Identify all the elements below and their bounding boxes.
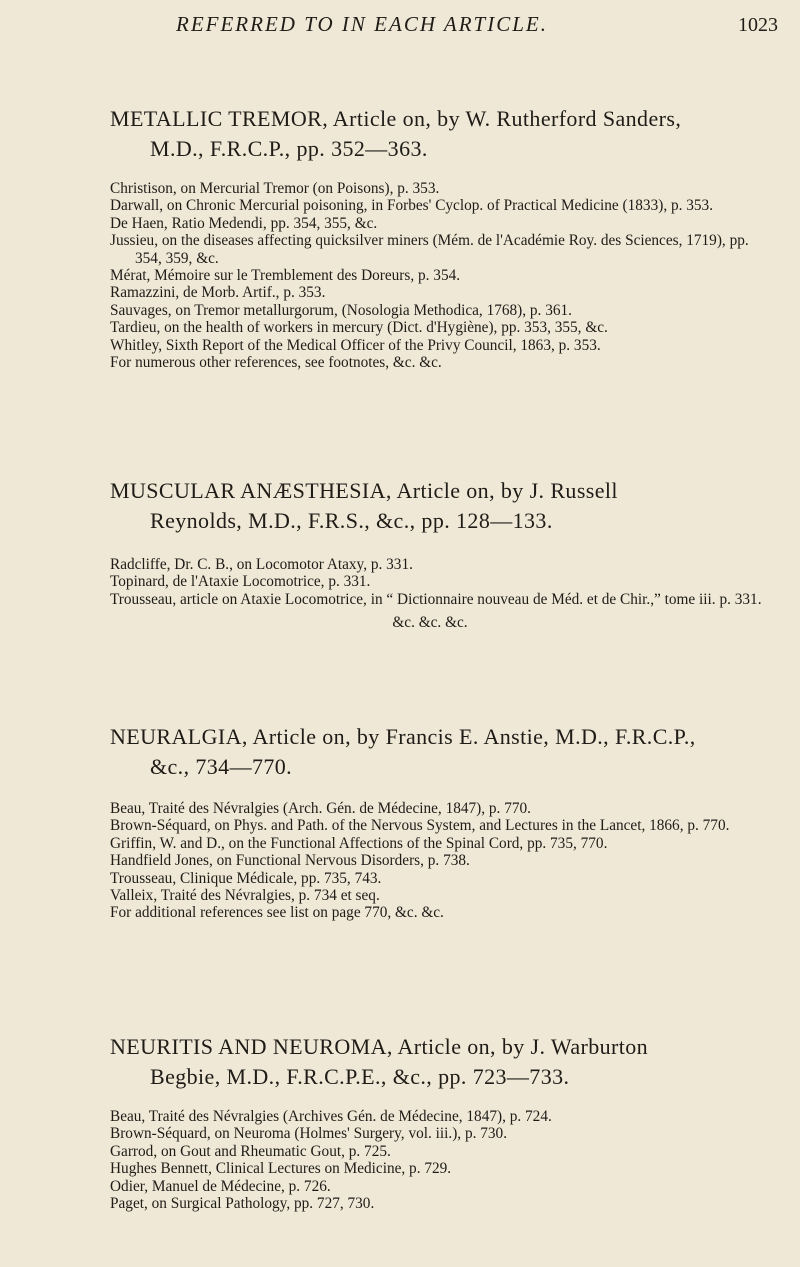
reference-list <box>0 1108 800 1212</box>
section-title-line: Begbie, M.D., F.R.C.P.E., &c., pp. 723—733. <box>150 1064 570 1089</box>
section-title <box>0 476 800 536</box>
reference-entry: Topinard, de l'Ataxie Locomotrice, p. 331. <box>110 573 371 591</box>
reference-entry: For numerous other references, see footnotes, &c. &c. <box>110 354 442 372</box>
section-title-line: METALLIC TREMOR, Article on, by W. Rutherford Sanders, <box>110 106 682 131</box>
reference-entry: Odier, Manuel de Médecine, p. 726. <box>110 1177 331 1195</box>
reference-list <box>0 800 800 922</box>
reference-entry: Sauvages, on Tremor metallurgorum, (Nosologia Methodica, 1768), p. 361. <box>110 301 572 319</box>
reference-entry: Tardieu, on the health of workers in mercury (Dict. d'Hygiène), pp. 353, 355, &c. <box>110 319 608 337</box>
reference-entry: Brown-Séquard, on Phys. and Path. of the Nervous System, and Lectures in the Lancet, 1866, p. 770. <box>110 817 730 835</box>
reference-entry: Brown-Séquard, on Neuroma (Holmes' Surgery, vol. iii.), p. 730. <box>110 1125 508 1143</box>
section-title-line: NEURALGIA, Article on, by Francis E. Anstie, M.D., F.R.C.P., <box>110 724 696 749</box>
reference-list <box>0 556 800 608</box>
reference-entry: Jussieu, on the diseases affecting quicksilver miners (Mém. de l'Académie Roy. des Sciences, 1719), pp. 354, 359, &c. <box>110 232 749 267</box>
reference-entry: For additional references see list on page 770, &c. &c. <box>110 904 444 922</box>
reference-entry: Garrod, on Gout and Rheumatic Gout, p. 725. <box>110 1142 391 1160</box>
section-title-line: &c., 734—770. <box>150 754 293 779</box>
reference-entry: Christison, on Mercurial Tremor (on Poisons), p. 353. <box>110 180 440 197</box>
section-neuralgia <box>0 722 800 922</box>
section-title-line: MUSCULAR ANÆSTHESIA, Article on, by J. Russell <box>110 478 618 503</box>
reference-entry: Trousseau, Clinique Médicale, pp. 735, 743. <box>110 869 382 887</box>
section-title-line: Reynolds, M.D., F.R.S., &c., pp. 128—133. <box>150 508 553 533</box>
reference-entry: Ramazzini, de Morb. Artif., p. 353. <box>110 284 326 302</box>
page-number: 1023 <box>738 14 778 36</box>
reference-entry: Paget, on Surgical Pathology, pp. 727, 730. <box>110 1195 375 1213</box>
section-metallic-tremor <box>0 104 800 371</box>
reference-entry: Mérat, Mémoire sur le Tremblement des Doreurs, p. 354. <box>110 267 461 285</box>
section-title-line: M.D., F.R.C.P., pp. 352—363. <box>150 136 428 161</box>
section-title <box>0 722 800 782</box>
reference-entry: Trousseau, article on Ataxie Locomotrice, in “ Dictionnaire nouveau de Méd. et de Chir.,” tome iii. p. 331. <box>110 590 762 608</box>
reference-entry: Beau, Traité des Névralgies (Archives Gén. de Médecine, 1847), p. 724. <box>110 1108 552 1125</box>
running-title: REFERRED TO IN EACH ARTICLE. <box>176 12 548 36</box>
section-title <box>0 1032 800 1092</box>
section-title-line: NEURITIS AND NEUROMA, Article on, by J. Warburton <box>110 1034 649 1059</box>
reference-entry: Whitley, Sixth Report of the Medical Officer of the Privy Council, 1863, p. 353. <box>110 336 601 354</box>
section-neuritis-neuroma <box>0 1032 800 1212</box>
section-muscular-anaesthesia <box>0 476 800 632</box>
section-title <box>0 104 800 164</box>
reference-entry: De Haen, Ratio Medendi, pp. 354, 355, &c. <box>110 214 378 232</box>
et-cetera: &c. &c. &c. <box>392 614 468 632</box>
reference-entry: Beau, Traité des Névralgies (Arch. Gén. de Médecine, 1847), p. 770. <box>110 800 531 817</box>
reference-entry: Hughes Bennett, Clinical Lectures on Medicine, p. 729. <box>110 1160 452 1178</box>
reference-entry: Handfield Jones, on Functional Nervous Disorders, p. 738. <box>110 852 470 870</box>
reference-entry: Griffin, W. and D., on the Functional Affections of the Spinal Cord, pp. 735, 770. <box>110 834 608 852</box>
reference-entry: Darwall, on Chronic Mercurial poisoning, in Forbes' Cyclop. of Practical Medicine (1833), p. 353. <box>110 197 714 215</box>
reference-entry: Valleix, Traité des Névralgies, p. 734 et seq. <box>110 887 380 905</box>
reference-entry: Radcliffe, Dr. C. B., on Locomotor Ataxy, p. 331. <box>110 556 413 573</box>
reference-list <box>0 180 800 371</box>
